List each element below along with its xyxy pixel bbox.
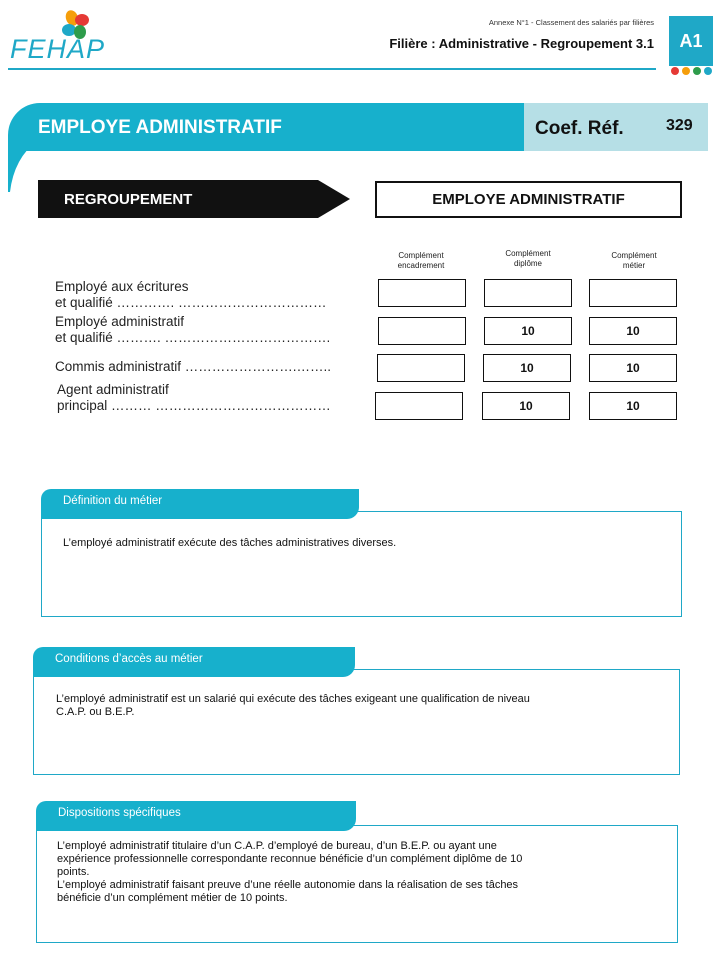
cell-encadrement [378, 279, 466, 307]
dot-blue [704, 67, 712, 75]
definition-panel [41, 511, 682, 617]
regroupement-label: REGROUPEMENT [64, 191, 193, 208]
definition-tab: Définition du métier [41, 489, 359, 519]
conditions-text: L’employé administratif est un salarié qui exécute des tâches exigeant une qualification de niveau C.A.P. ou B.E.P. [56, 693, 530, 718]
dot-green [693, 67, 701, 75]
conditions-tab: Conditions d’accès au métier [33, 647, 355, 677]
cell-encadrement [375, 392, 463, 420]
dot-red [671, 67, 679, 75]
logo-text: FEHAP [10, 34, 106, 64]
conditions-panel [33, 669, 680, 775]
cell-encadrement [377, 354, 465, 382]
category-badge: A1 [669, 16, 713, 66]
cell-diplome: 10 [484, 317, 572, 345]
cell-metier: 10 [589, 317, 677, 345]
cell-diplome [484, 279, 572, 307]
coef-value: 329 [666, 117, 693, 134]
dispositions-text: L’employé administratif titulaire d’un C.A.P. d’employé de bureau, d’un B.E.P. ou ayant une expérience professionnelle correspondante reconnue bénéficie d’un complément diplôme de 10 points. L’employé administratif faisant preuve d’une réelle autonomie dans la réalisation de ses tâches bénéficie d’un complément métier de 10 points. [57, 840, 523, 904]
column-header-diplome: Complément diplôme [505, 249, 551, 268]
column-header-metier: Complément métier [611, 251, 657, 270]
cell-metier: 10 [589, 354, 677, 382]
cell-encadrement [378, 317, 466, 345]
cell-diplome: 10 [483, 354, 571, 382]
annexe-caption: Annexe N°1 - Classement des salariés par filières [488, 18, 654, 27]
row-label-ecritures: Employé aux écritures et qualifié …………. …………………………… [55, 279, 327, 310]
header-divider [8, 68, 656, 70]
regroupement-value: EMPLOYE ADMINISTRATIF [375, 181, 682, 218]
row-label-employe-administratif: Employé administratif et qualifié ………. ………………………………. [55, 314, 331, 345]
cell-metier: 10 [589, 392, 677, 420]
cell-metier [589, 279, 677, 307]
coef-label: Coef. Réf. [535, 118, 624, 139]
job-title: EMPLOYE ADMINISTRATIF [38, 117, 282, 138]
cell-diplome: 10 [482, 392, 570, 420]
column-header-encadrement: Complément encadrement [397, 251, 445, 270]
dispositions-tab: Dispositions spécifiques [36, 801, 356, 831]
row-label-agent: Agent administratif principal ……… ………………………………… [57, 382, 331, 413]
dot-orange [682, 67, 690, 75]
row-label-commis: Commis administratif …………………….…….. [55, 359, 332, 374]
definition-text: L’employé administratif exécute des tâches administratives diverses. [63, 537, 397, 549]
filiere-title: Filière : Administrative - Regroupement 3.1 [389, 36, 654, 51]
